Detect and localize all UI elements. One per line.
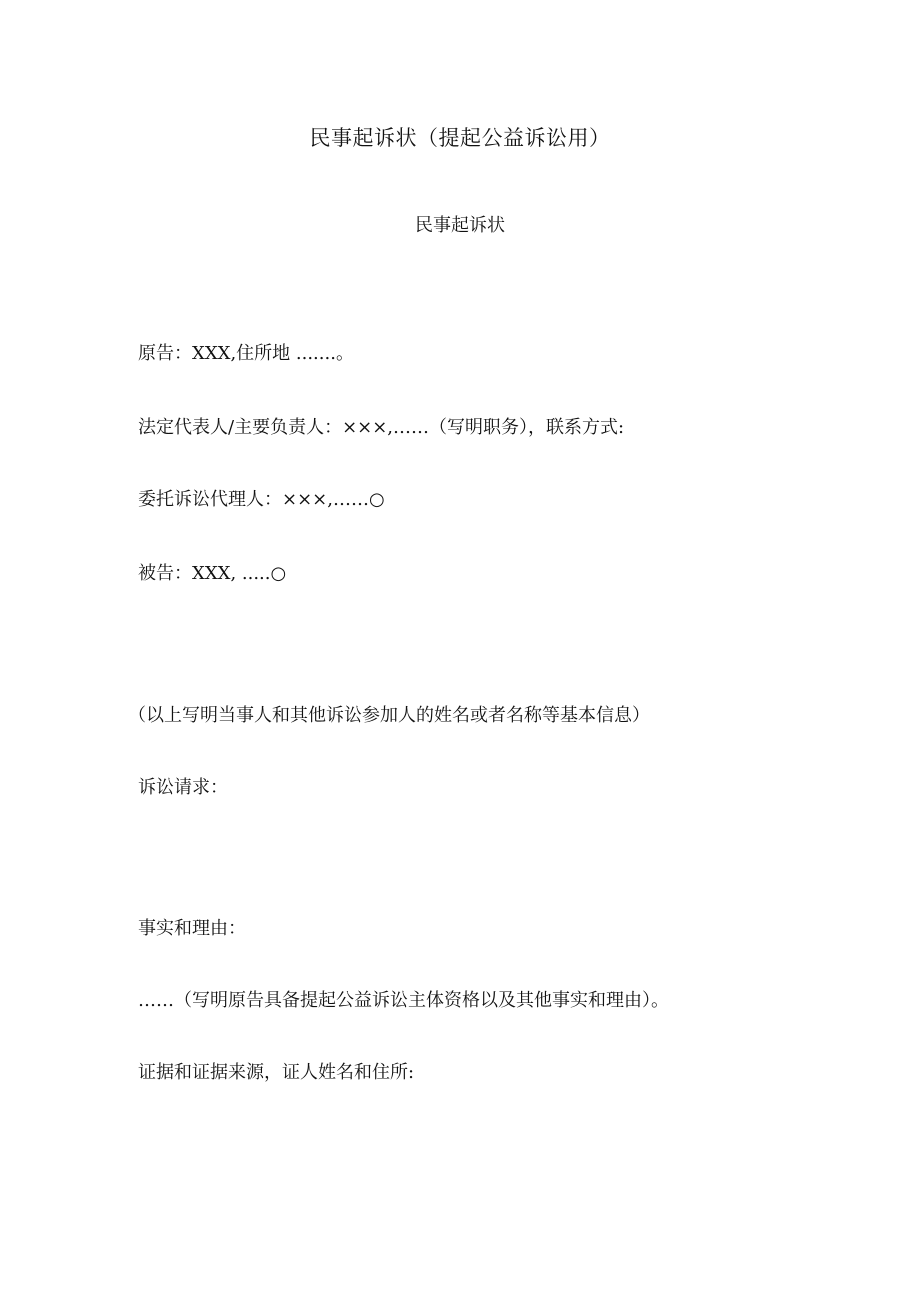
claims-heading: 诉讼请求：	[138, 777, 228, 798]
document-title: 民事起诉状（提起公益诉讼用）	[309, 126, 611, 150]
evidence-heading: 证据和证据来源，证人姓名和住所:	[138, 1062, 415, 1083]
plaintiff-line: 原告：XXX,住所地 .......。	[138, 343, 354, 364]
document-subtitle: 民事起诉状	[415, 215, 505, 236]
defendant-line: 被告：XXX, .....○	[138, 563, 287, 584]
facts-note: ……（写明原告具备提起公益诉讼主体资格以及其他事实和理由）。	[138, 990, 669, 1011]
legal-representative-line: 法定代表人/主要负责人：×××,……（写明职务），联系方式:	[138, 417, 625, 438]
party-info-note: （以上写明当事人和其他诉讼参加人的姓名或者名称等基本信息）	[128, 705, 650, 726]
agent-line: 委托诉讼代理人：×××,……○	[138, 489, 385, 510]
facts-heading: 事实和理由：	[138, 918, 246, 939]
